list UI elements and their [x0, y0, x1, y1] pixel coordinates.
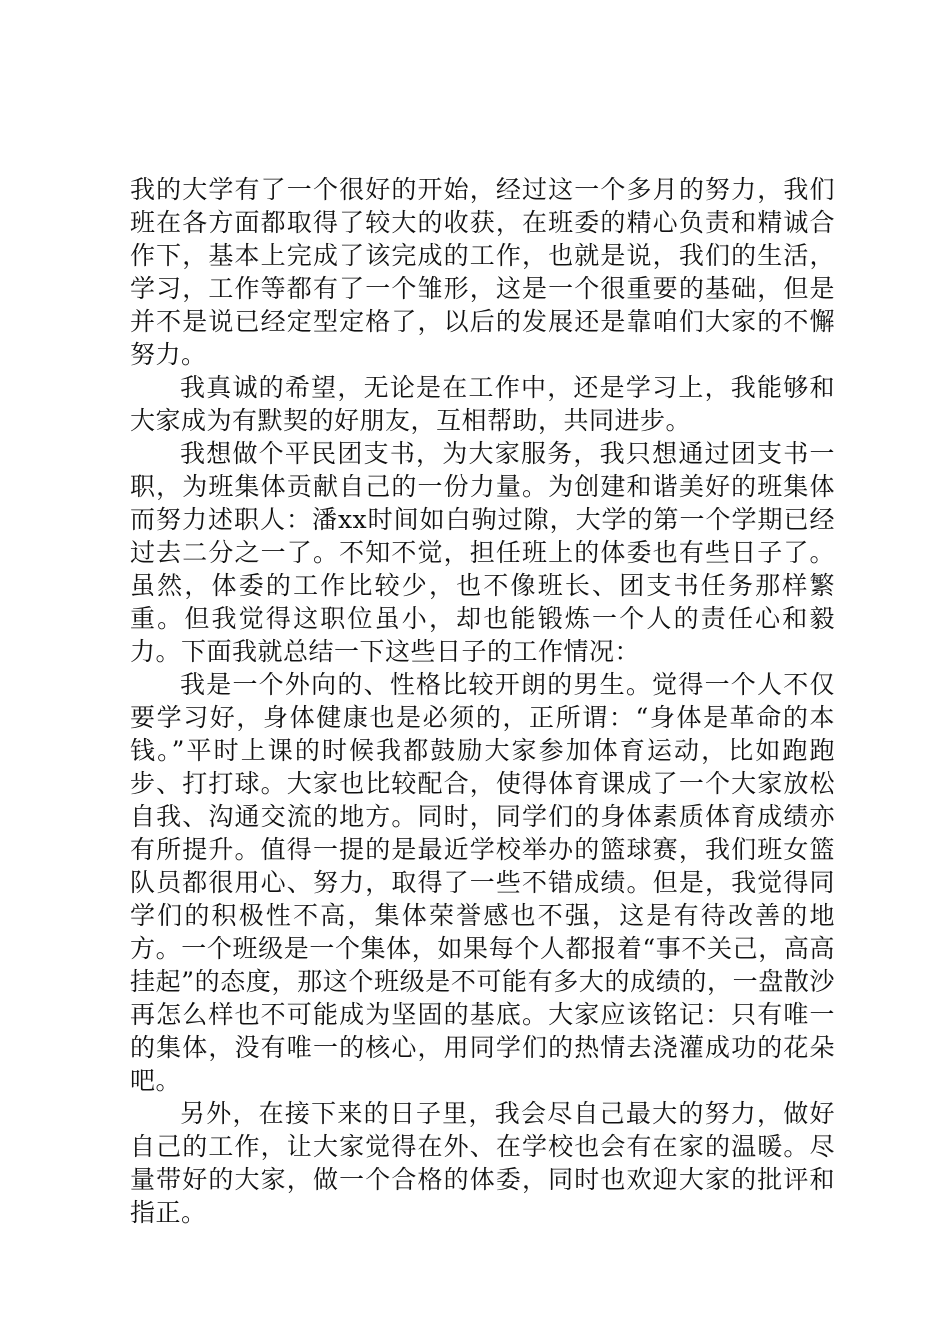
paragraph-closing: 另外，在接下来的日子里，我会尽自己最大的努力，做好自己的工作，让大家觉得在外、在学校也会有在家的温暖。尽量带好的大家，做一个合格的体委，同时也欢迎大家的批评和指正。 — [130, 1099, 835, 1227]
document-body — [130, 173, 835, 1229]
paragraph-league-secretary: 我想做个平民团支书，为大家服务，我只想通过团支书一职，为班集体贡献自己的一份力量。为创建和谐美好的班集体而努力述职人：潘xx时间如白驹过隙，大学的第一个学期已经过去二分之一了。不知不觉，担任班上的体委也有些日子了。虽然，体委的工作比较少，也不像班长、团支书任务那样繁重。但我觉得这职位虽小，却也能锻炼一个人的责任心和毅力。下面我就总结一下这些日子的工作情况： — [130, 439, 835, 666]
paragraph-sports-summary: 我是一个外向的、性格比较开朗的男生。觉得一个人不仅要学习好，身体健康也是必须的，正所谓：“身体是革命的本钱。”平时上课的时候我都鼓励大家参加体育运动，比如跑跑步、打打球。大家也比较配合，使得体育课成了一个大家放松自我、沟通交流的地方。同时，同学们的身体素质体育成绩亦有所提升。值得一提的是最近学校举办的篮球赛，我们班女篮队员都很用心、努力，取得了一些不错成绩。但是，我觉得同学们的积极性不高，集体荣誉感也不强，这是有待改善的地方。一个班级是一个集体，如果每个人都报着“事不关己，高高挂起”的态度，那这个班级是不可能有多大的成绩的，一盘散沙再怎么样也不可能成为坚固的基底。大家应该铭记：只有唯一的集体，没有唯一的核心，用同学们的热情去浇灌成功的花朵吧。 — [130, 670, 835, 1095]
paragraph-intro: 我的大学有了一个很好的开始，经过这一个多月的努力，我们班在各方面都取得了较大的收获，在班委的精心负责和精诚合作下，基本上完成了该完成的工作，也就是说，我们的生活，学习，工作等都有了一个雏形，这是一个很重要的基础，但是并不是说已经定型定格了，以后的发展还是靠咱们大家的不懈努力。 — [130, 175, 835, 369]
paragraph-hope: 我真诚的希望，无论是在工作中，还是学习上，我能够和大家成为有默契的好朋友，互相帮助，共同进步。 — [130, 373, 835, 435]
